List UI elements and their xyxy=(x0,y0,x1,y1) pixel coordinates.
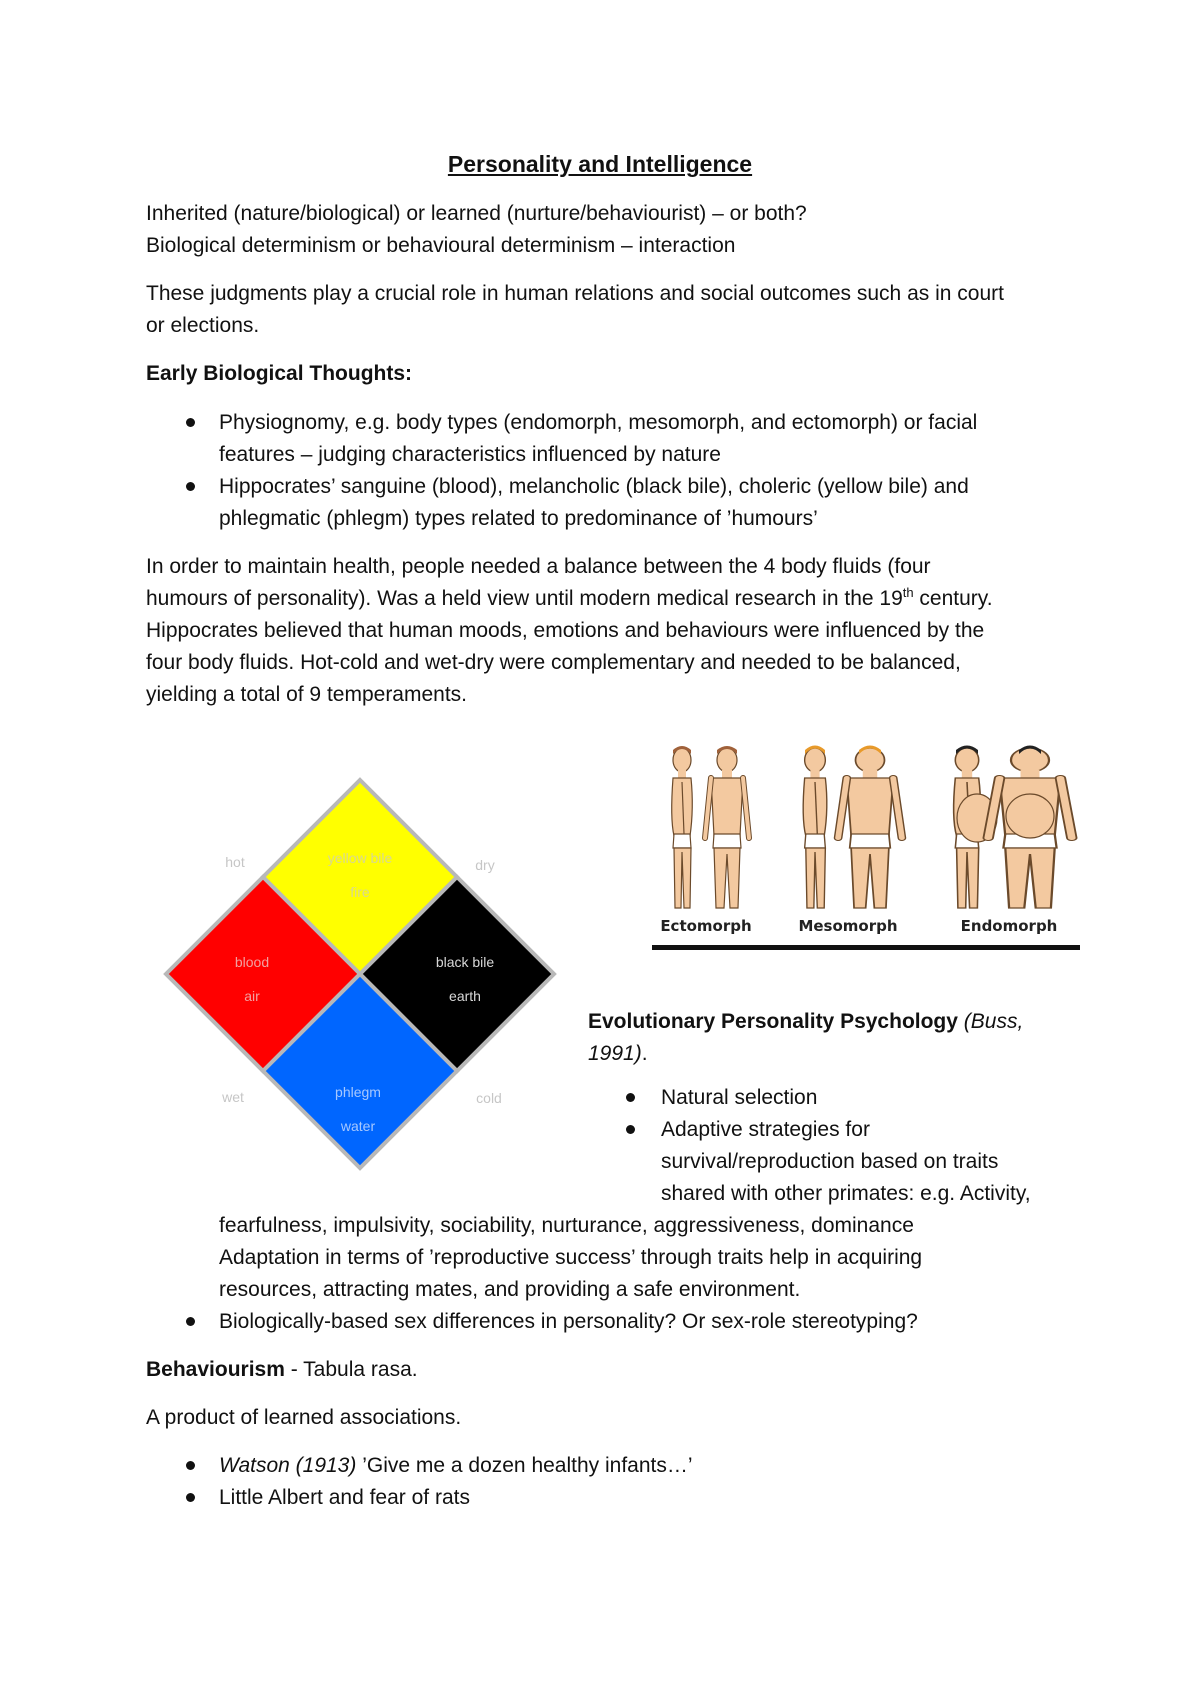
superscript-th: th xyxy=(902,585,914,600)
label-phlegm: phlegm xyxy=(335,1084,381,1100)
early-bullet-1-line-1: Physiognomy, e.g. body types (endomorph, mesomorph, and ectomorph) or facial xyxy=(219,411,978,434)
illustration-baseline xyxy=(652,945,1080,950)
label-water: water xyxy=(340,1118,376,1134)
humours-line-5: yielding a total of 9 temperaments. xyxy=(146,683,468,706)
early-bullet-2-line-2: phlegmatic (phlegm) types related to predominance of ’humours’ xyxy=(219,507,818,530)
behaviourism-bullet-1 xyxy=(219,1450,693,1482)
corner-label-hot: hot xyxy=(225,854,245,870)
behaviourism-heading-rest: - Tabula rasa. xyxy=(284,1358,418,1381)
label-black-bile: black bile xyxy=(435,954,495,970)
behaviourism-line: A product of learned associations. xyxy=(146,1406,462,1429)
bullet-dot xyxy=(186,418,195,427)
watson-cite: Watson (1913) xyxy=(219,1454,357,1477)
corner-label-dry: dry xyxy=(475,857,495,873)
humours-line-2 xyxy=(146,583,993,615)
evolutionary-bullet-2-line-3: shared with other primates: e.g. Activity, xyxy=(661,1182,1031,1205)
evolutionary-bullet-2-line-2: survival/reproduction based on traits xyxy=(661,1150,999,1173)
body-types-illustration xyxy=(652,740,1080,956)
corner-label-wet: wet xyxy=(222,1089,244,1105)
label-fire: fire xyxy=(350,884,370,900)
corner-label-cold: cold xyxy=(476,1090,502,1106)
evolutionary-heading-line xyxy=(588,1006,1023,1038)
humours-line-1: In order to maintain health, people needed a balance between the 4 body fluids (four xyxy=(146,555,931,578)
label-ectomorph: Ectomorph xyxy=(660,917,752,935)
humours-line-4: four body fluids. Hot-cold and wet-dry were complementary and needed to be balanced, xyxy=(146,651,961,674)
evolutionary-cite-1: (Buss, xyxy=(963,1010,1024,1033)
evolutionary-cite-2: 1991) xyxy=(588,1042,642,1065)
evolutionary-bullet-1: Natural selection xyxy=(661,1086,818,1109)
label-yellow-bile: yellow bile xyxy=(327,850,393,866)
label-air: air xyxy=(244,988,260,1004)
evolutionary-cite-line-2 xyxy=(588,1038,648,1070)
evolutionary-cont-line-1: fearfulness, impulsivity, sociability, nurturance, aggressiveness, dominance xyxy=(219,1214,914,1237)
evolutionary-period: . xyxy=(641,1042,648,1065)
behaviourism-heading-line xyxy=(146,1354,418,1386)
ectomorph-front-figure xyxy=(705,746,749,908)
bullet-dot xyxy=(186,1493,195,1502)
early-bullet-1-line-2: features – judging characteristics influenced by nature xyxy=(219,443,721,466)
humours-line-3: Hippocrates believed that human moods, emotions and behaviours were influenced by the xyxy=(146,619,985,642)
bullet-dot xyxy=(626,1125,635,1134)
endomorph-front-figure xyxy=(988,746,1072,909)
judgments-line-2: or elections. xyxy=(146,314,260,337)
evolutionary-bullet-3: Biologically-based sex differences in personality? Or sex-role stereotyping? xyxy=(219,1310,918,1333)
judgments-line-1: These judgments play a crucial role in human relations and social outcomes such as in court xyxy=(146,282,1004,305)
bullet-dot xyxy=(186,1461,195,1470)
label-blood: blood xyxy=(234,954,270,970)
early-heading: Early Biological Thoughts: xyxy=(146,362,413,385)
label-earth: earth xyxy=(449,988,481,1004)
humours-diagram xyxy=(150,775,570,1195)
mesomorph-side-figure xyxy=(803,746,827,909)
ectomorph-side-figure xyxy=(672,746,693,908)
humours-line-2-end: century. xyxy=(913,587,993,610)
intro-line-2: Biological determinism or behavioural determinism – interaction xyxy=(146,234,736,257)
behaviourism-heading: Behaviourism xyxy=(146,1358,285,1381)
early-bullet-2-line-1: Hippocrates’ sanguine (blood), melancholic (black bile), choleric (yellow bile) and xyxy=(219,475,969,498)
intro-line-1: Inherited (nature/biological) or learned (nurture/behaviourist) – or both? xyxy=(146,202,807,225)
mesomorph-front-figure xyxy=(838,746,902,909)
evolutionary-heading: Evolutionary Personality Psychology xyxy=(588,1010,958,1033)
evolutionary-cont-line-2: Adaptation in terms of ’reproductive success’ through traits help in acquiring xyxy=(219,1246,923,1269)
bullet-dot xyxy=(186,1317,195,1326)
label-endomorph: Endomorph xyxy=(960,917,1058,935)
evolutionary-cont-line-3: resources, attracting mates, and providing a safe environment. xyxy=(219,1278,801,1301)
evolutionary-bullet-2-line-1: Adaptive strategies for xyxy=(661,1118,870,1141)
behaviourism-bullet-2: Little Albert and fear of rats xyxy=(219,1486,470,1509)
humours-line-2-text: humours of personality). Was a held view until modern medical research in the 19 xyxy=(146,587,903,610)
label-mesomorph: Mesomorph xyxy=(798,917,898,935)
bullet-dot xyxy=(626,1093,635,1102)
bullet-dot xyxy=(186,482,195,491)
page-title: Personality and Intelligence xyxy=(447,151,753,177)
watson-quote: ’Give me a dozen healthy infants…’ xyxy=(356,1454,693,1477)
